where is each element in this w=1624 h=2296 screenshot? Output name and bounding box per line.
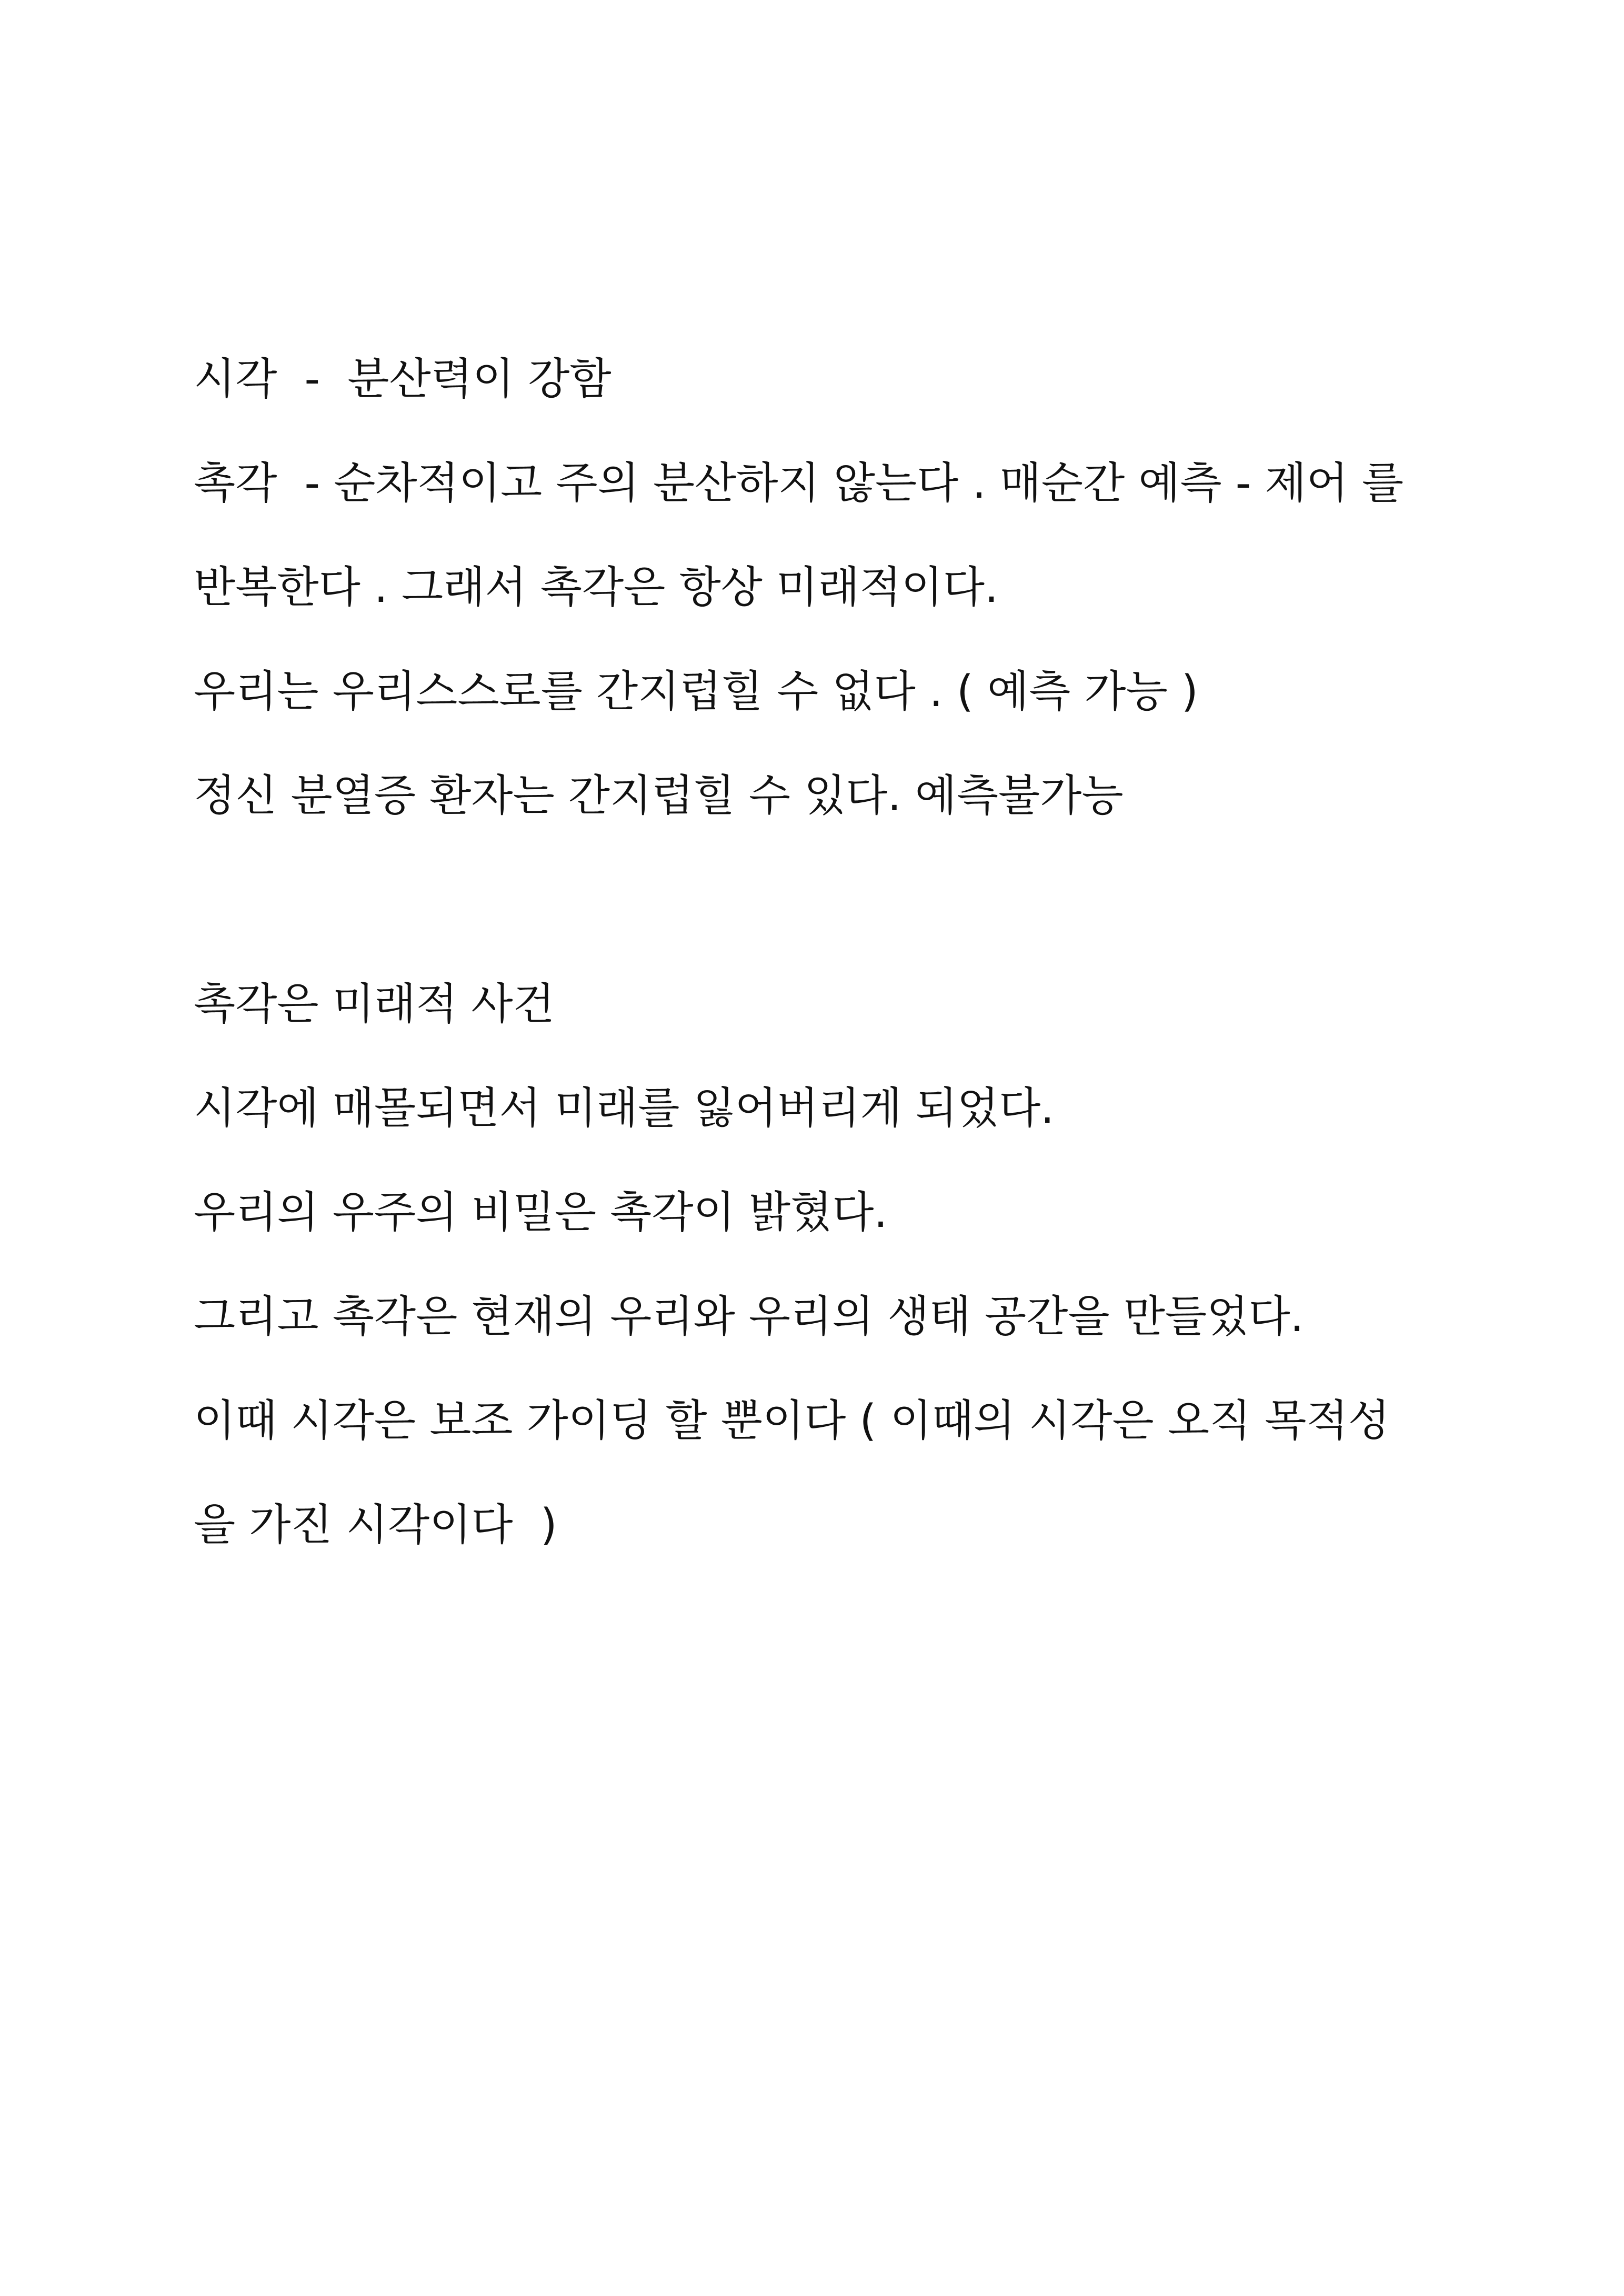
text-line: 정신 분열증 환자는 간지럽힐 수 있다. 예측불가능 xyxy=(194,771,1124,821)
text-line: 시각 - 분산력이 강함 xyxy=(194,354,611,404)
text-line: 이때 시각은 보조 가이딩 할 뿐이다 ( 이때의 시각은 오직 목적성 xyxy=(194,1396,1390,1446)
text-line: 우리는 우리스스로를 간지럽힐 수 없다 . ( 예측 가능 ) xyxy=(194,667,1198,717)
text-line: 반복한다 . 그래서 촉각은 항상 미래적이다. xyxy=(194,562,999,612)
document-body xyxy=(194,327,1467,1577)
text-line: 우리의 우주의 비밀은 촉각이 밝혔다. xyxy=(194,1187,888,1237)
text-line: 을 가진 시각이다 ) xyxy=(194,1500,557,1550)
text-line: 그리고 촉각은 현재의 우리와 우리의 생태 공간을 만들었다. xyxy=(194,1292,1304,1342)
text-line: 시각에 매몰되면서 미래를 잃어버리게 되었다. xyxy=(194,1083,1055,1133)
paragraph-spacer xyxy=(194,848,1467,952)
text-line: 촉각 - 순차적이고 주의 분산하지 않는다 . 매순간 예측 - 제어 를 xyxy=(194,458,1404,508)
text-line: 촉각은 미래적 사건 xyxy=(194,979,555,1029)
